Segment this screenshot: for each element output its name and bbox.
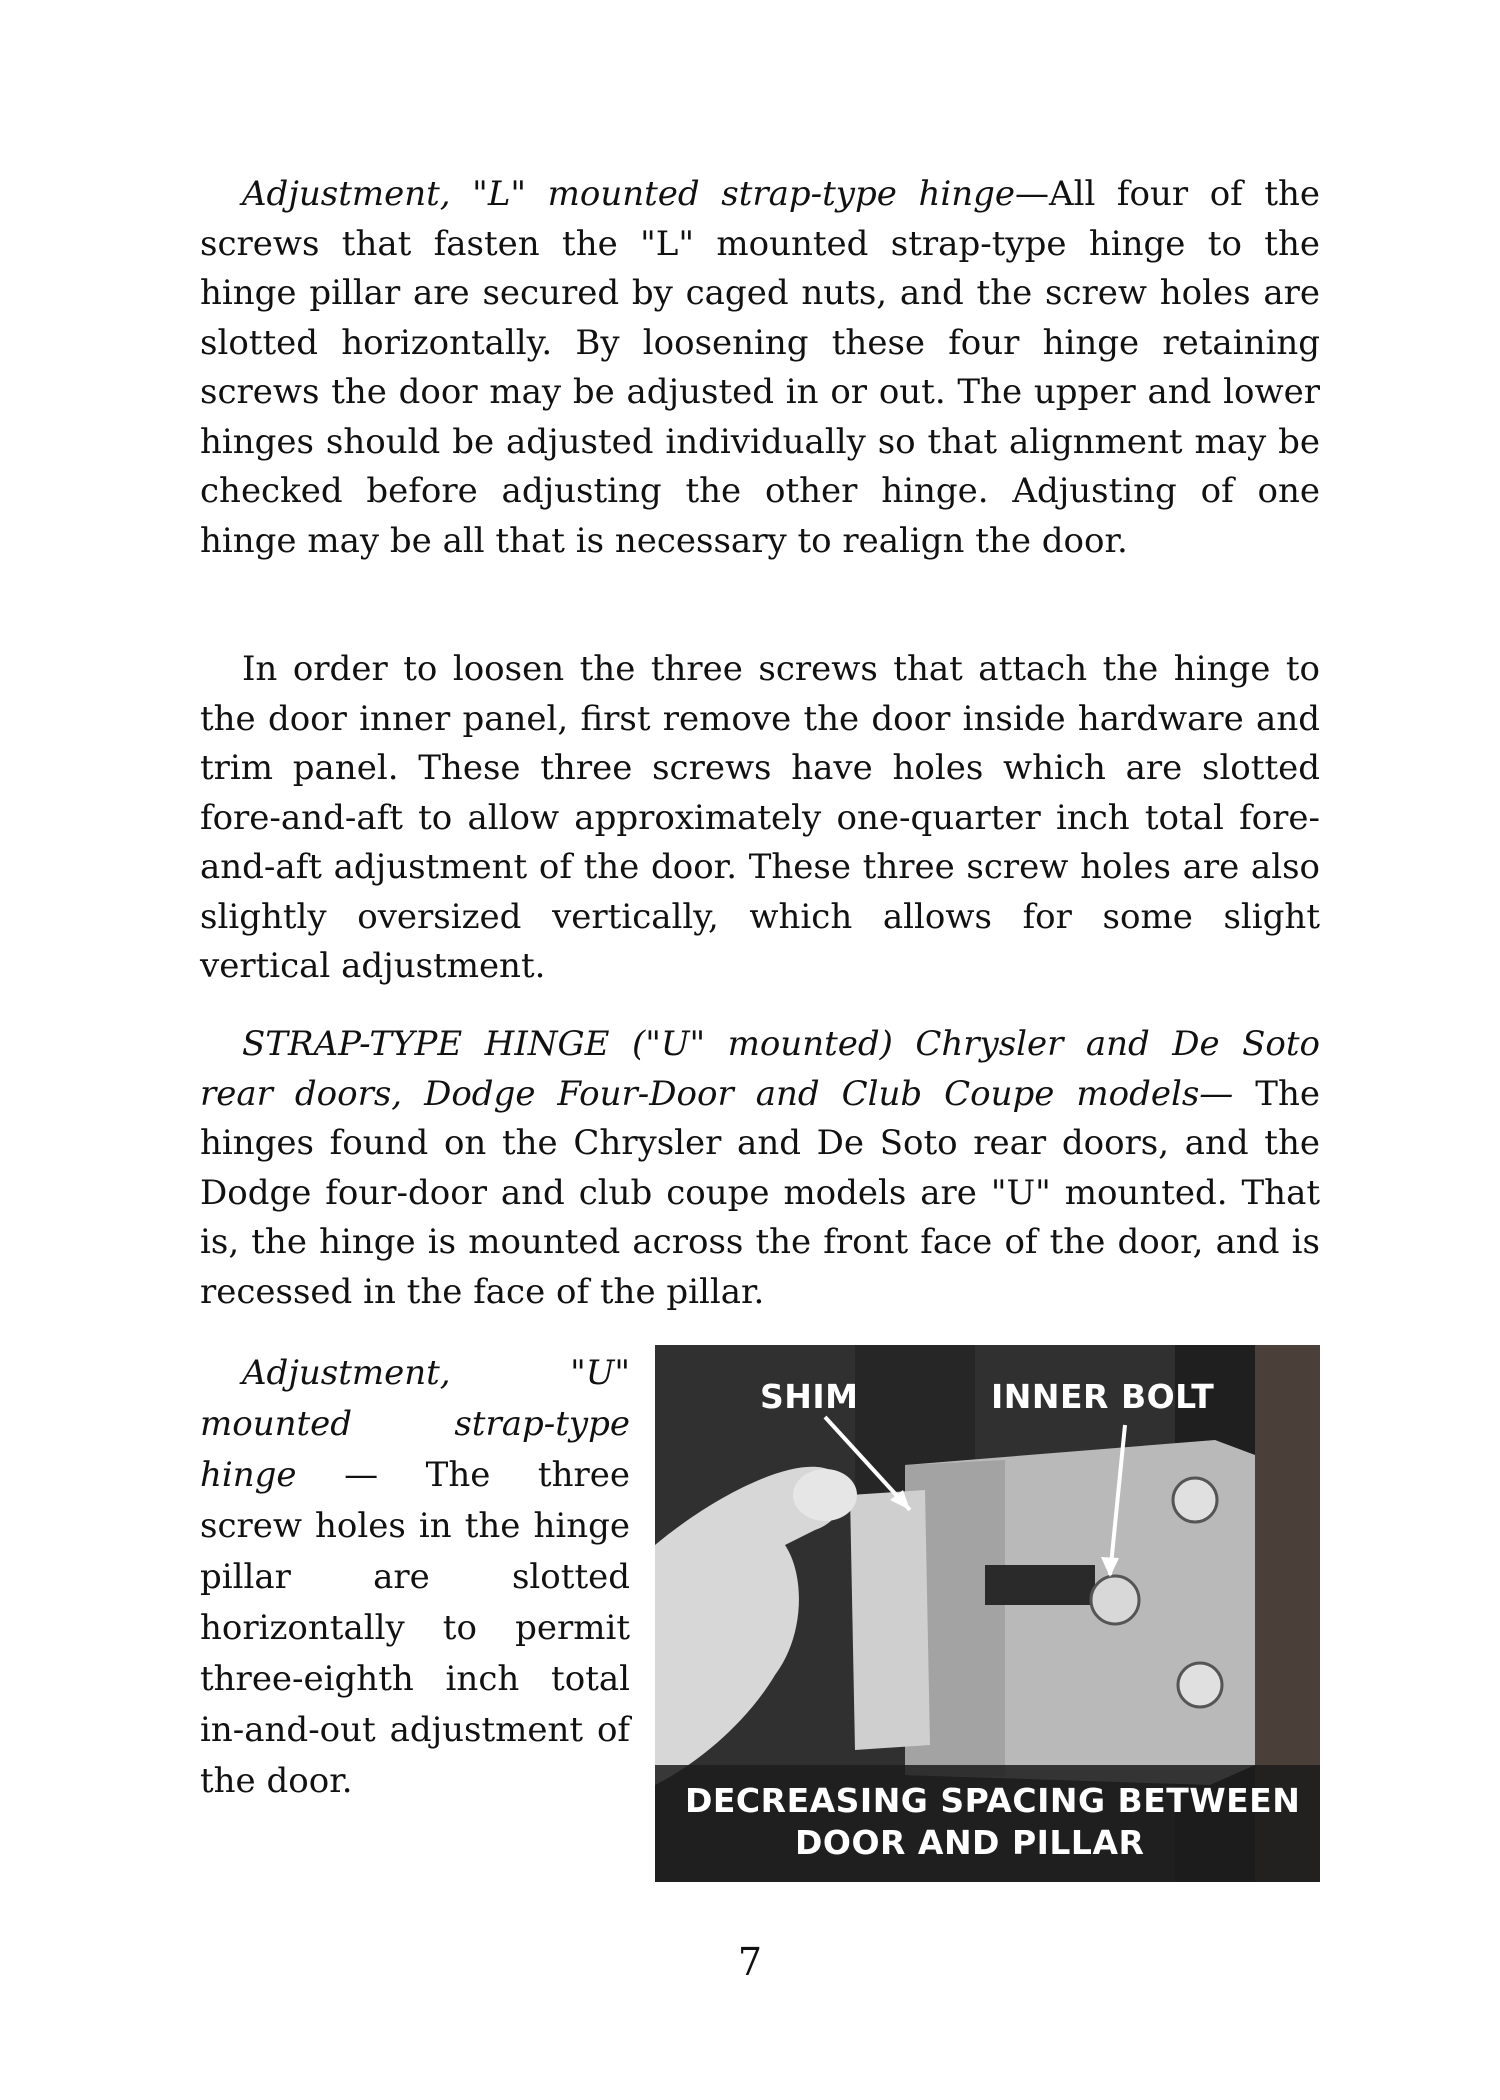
paragraph-body: The hinges found on the Chrysler and De Soto rear doors, and the Dodge four-door and club coupe models are "U" mounted. That is, the hinge is mounted across the front face of the door, and is recessed in the face of the pillar. — [200, 1073, 1320, 1312]
paragraph-body: —All four of the screws that fasten the "L" mounted strap-type hinge to the hinge pillar are secured by caged nuts, and the screw holes are slotted horizontally. By loosening these four hinge retaining screws the door may be adjusted in or out. The upper and lower hinges should be adjusted individually so that alignment may be checked before adjusting the other hinge. Adjusting of one hinge may be all that is necessary to realign the door. — [200, 174, 1321, 561]
photo-caption-line1: DECREASING SPACING BETWEEN — [685, 1781, 1301, 1820]
paragraph-heading: Adjustment, "U" mounted strap-type hinge — [200, 1353, 630, 1495]
paragraph-heading: STRAP-TYPE HINGE ("U" mounted) Chrysler and De Soto rear doors, Dodge Four-Door and Club Coupe models— — [200, 1024, 1320, 1114]
paragraph-heading: Adjustment, "L" mounted strap-type hinge — [242, 174, 1016, 214]
paragraph-screw-loosening — [200, 645, 1320, 992]
paragraph-l-mounted-adjustment — [200, 170, 1320, 566]
hinge-photo — [655, 1345, 1320, 1882]
page-number: 7 — [737, 1940, 763, 1984]
paragraph-u-mounted-adjustment — [200, 1348, 630, 1807]
photo-caption-line2: DOOR AND PILLAR — [795, 1823, 1145, 1862]
paragraph-body: In order to loosen the three screws that attach the hinge to the door inner panel, first remove the door inside hardware and trim panel. These three screws have holes which are slotted fore-and-aft to allow approximately one-quarter inch total fore-and-aft adjustment of the door. These three screw holes are also slightly oversized vertically, which allows for some slight vertical adjustment. — [200, 649, 1320, 986]
shim-label: SHIM — [760, 1377, 859, 1416]
inner-bolt-label: INNER BOLT — [991, 1377, 1215, 1416]
paragraph-body: — The three screw holes in the hinge pillar are slotted horizontally to permit three-eighth inch total in-and-out adjustment of the door. — [200, 1455, 630, 1801]
paragraph-u-mounted-hinge — [200, 1020, 1320, 1317]
